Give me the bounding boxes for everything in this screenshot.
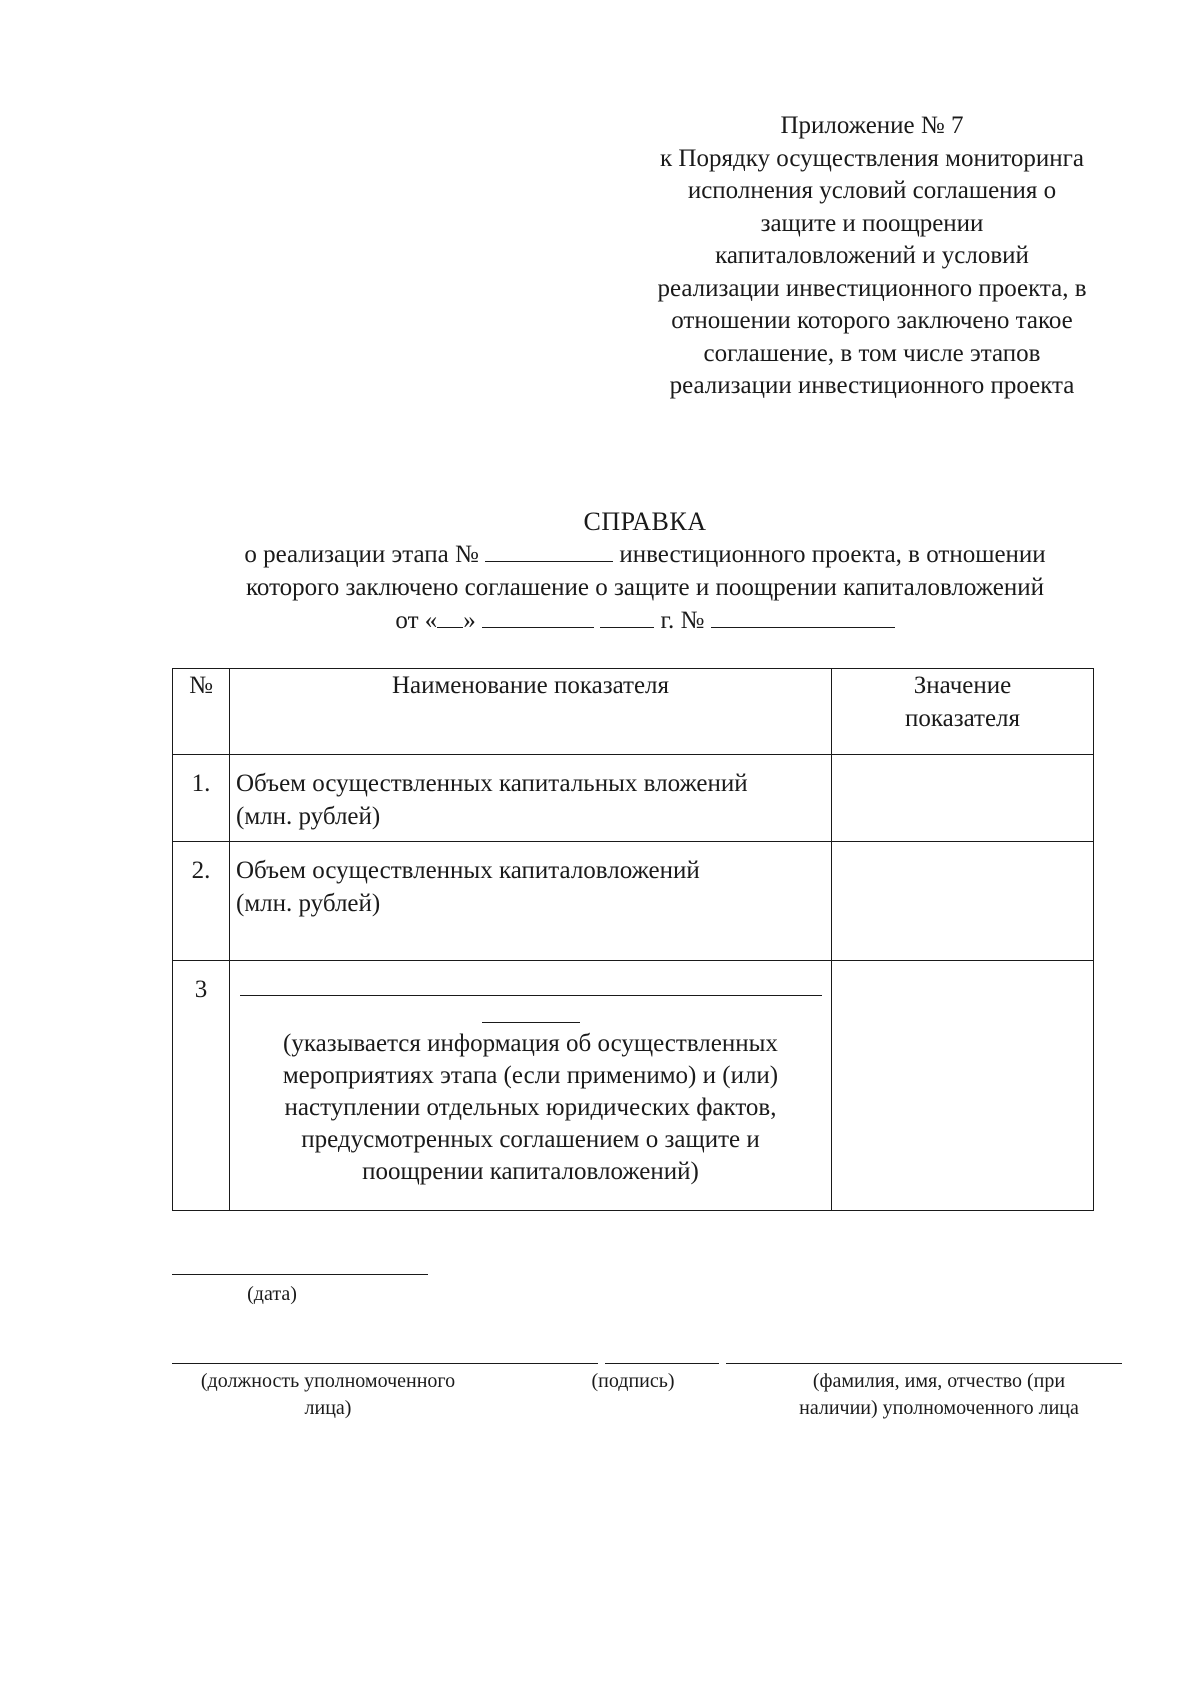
stage-number-field[interactable]: [485, 539, 613, 562]
table-header-row: [173, 669, 1094, 755]
appendix-line: исполнения условий соглашения о: [687, 177, 1057, 204]
day-field[interactable]: [437, 605, 463, 628]
indicator-fill-line-short[interactable]: [482, 1022, 580, 1023]
appendix-line: Приложение № 7: [780, 112, 964, 139]
table-row: [173, 961, 1094, 1211]
date-caption: (дата): [247, 1283, 297, 1305]
subtitle-line-3: [0, 604, 1200, 637]
signature-caption: (подпись): [591, 1370, 675, 1392]
note-line: (указывается информация об осуществленных: [283, 1030, 778, 1057]
row-number: 1.: [173, 755, 230, 842]
date-close-quote: »: [463, 607, 476, 634]
fullname-line[interactable]: [726, 1363, 1122, 1364]
header-name: Наименование показателя: [230, 669, 832, 755]
agreement-number-field[interactable]: [711, 605, 895, 628]
row-number: 3: [173, 961, 230, 1211]
note-line: поощрении капиталовложений): [362, 1158, 699, 1185]
header-value-line: показателя: [904, 705, 1021, 732]
stage-prefix: о реализации этапа №: [244, 541, 479, 568]
row-value-cell[interactable]: [832, 755, 1094, 842]
indicators-table: [172, 668, 1094, 1211]
signature-line[interactable]: [605, 1363, 719, 1364]
document-subtitle: [0, 538, 1200, 637]
note-line: мероприятиях этапа (если применимо) и (или): [282, 1062, 779, 1089]
row-name-line: Объем осуществленных капиталовложений: [236, 857, 700, 884]
row-value-cell[interactable]: [832, 961, 1094, 1211]
indicator-fill-line[interactable]: [240, 985, 822, 996]
header-value: [832, 669, 1094, 755]
indicator-note: [230, 1028, 831, 1188]
row-name-line: (млн. рублей): [236, 890, 381, 917]
month-field[interactable]: [482, 605, 594, 628]
fullname-caption-line: (фамилия, имя, отчество (при: [812, 1370, 1066, 1392]
table-row: [173, 755, 1094, 842]
stage-suffix: инвестиционного проекта, в отношении: [619, 541, 1046, 568]
date-from-label: от «: [395, 607, 438, 634]
custom-indicator-block: [230, 961, 831, 1188]
year-field[interactable]: [600, 605, 654, 628]
appendix-line: реализации инвестиционного проекта: [669, 372, 1075, 399]
row-name: [230, 961, 832, 1211]
appendix-line: реализации инвестиционного проекта, в: [657, 274, 1087, 302]
appendix-line: к Порядку осуществления мониторинга: [660, 144, 1084, 172]
appendix-line: защите и поощрении: [760, 209, 984, 237]
document-title: СПРАВКА: [583, 507, 707, 536]
header-value-line: Значение: [913, 672, 1012, 699]
note-line: наступлении отдельных юридических фактов,: [284, 1094, 777, 1121]
position-caption-line: лица): [304, 1397, 352, 1419]
table-row: [173, 842, 1094, 961]
fullname-caption: [764, 1368, 1114, 1422]
date-line[interactable]: [172, 1274, 428, 1275]
row-value-cell[interactable]: [832, 842, 1094, 961]
row-name: [230, 842, 832, 961]
position-caption: [172, 1368, 484, 1422]
subtitle-line-2: которого заключено соглашение о защите и поощрении капиталовложений: [246, 574, 1044, 601]
year-number-label: г. №: [660, 607, 705, 634]
row-name: [230, 755, 832, 842]
header-number: №: [173, 669, 230, 755]
appendix-line: соглашение, в том числе этапов: [703, 339, 1041, 367]
fullname-caption-line: наличии) уполномоченного лица: [799, 1397, 1079, 1419]
subtitle-line-1: [0, 538, 1200, 571]
row-name-line: Объем осуществленных капитальных вложений: [236, 770, 748, 797]
position-caption-line: (должность уполномоченного: [200, 1370, 456, 1392]
position-line[interactable]: [172, 1363, 598, 1364]
row-number: 2.: [173, 842, 230, 961]
appendix-header: [622, 110, 1122, 403]
appendix-line: отношении которого заключено такое: [671, 307, 1073, 334]
row-name-line: (млн. рублей): [236, 803, 381, 830]
appendix-line: капиталовложений и условий: [715, 242, 1029, 269]
note-line: предусмотренных соглашением о защите и: [301, 1126, 760, 1153]
